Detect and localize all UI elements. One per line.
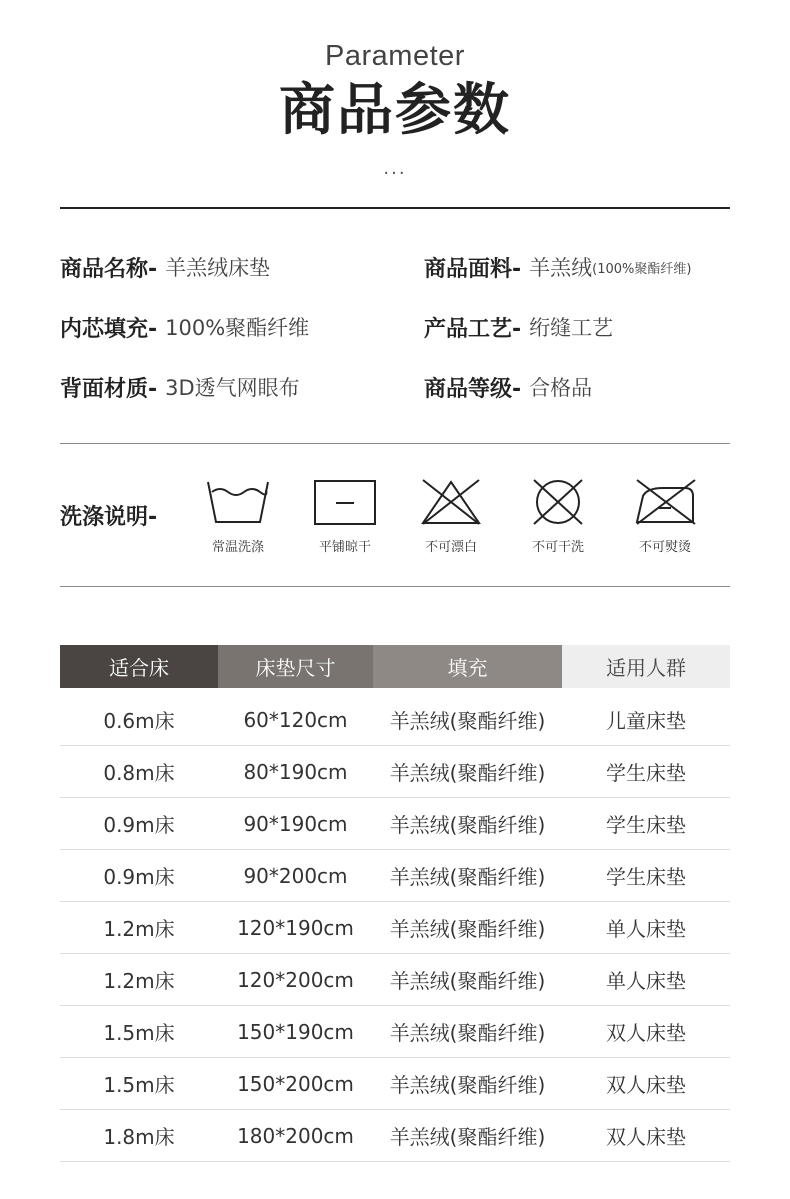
- param-fabric: [424, 252, 691, 282]
- wash-caption: 不可漂白: [424, 540, 477, 555]
- cell-audience: 儿童床垫: [606, 709, 686, 733]
- cell-bed: 1.2m床: [103, 917, 175, 941]
- cell-size: 90*200cm: [243, 863, 348, 888]
- cell-filling: 羊羔绒(聚酯纤维): [389, 709, 546, 733]
- table-row: [60, 798, 730, 850]
- cell-size: 180*200cm: [237, 1123, 354, 1148]
- page-title: 商品参数: [279, 78, 511, 143]
- page-title-english: Parameter: [325, 40, 465, 72]
- flat-dry-icon: [313, 478, 377, 526]
- cell-bed: 1.5m床: [103, 1021, 175, 1045]
- cell-audience: 学生床垫: [606, 813, 686, 837]
- table-row: [60, 1006, 730, 1058]
- size-table-header: [60, 645, 730, 688]
- no-bleach-icon: [419, 478, 483, 526]
- cell-bed: 0.9m床: [103, 813, 175, 837]
- param-value: 3D透气网眼布: [165, 376, 300, 400]
- section-divider: [60, 586, 730, 587]
- param-grade: [424, 372, 592, 402]
- cell-filling: 羊羔绒(聚酯纤维): [389, 1125, 546, 1149]
- cell-filling: 羊羔绒(聚酯纤维): [389, 1021, 546, 1045]
- param-product-name: [60, 252, 270, 282]
- cell-audience: 单人床垫: [606, 969, 686, 993]
- column-header-audience: 适用人群: [562, 645, 730, 688]
- param-label: 内芯填充-: [60, 316, 158, 342]
- cell-size: 120*200cm: [237, 967, 354, 992]
- cell-size: 150*190cm: [237, 1019, 354, 1044]
- param-value: 羊羔绒床垫: [165, 256, 271, 280]
- cell-size: 90*190cm: [243, 811, 348, 836]
- cell-filling: 羊羔绒(聚酯纤维): [389, 1073, 546, 1097]
- cell-bed: 0.9m床: [103, 865, 175, 889]
- param-value: 100%聚酯纤维: [165, 316, 310, 340]
- size-table-body: [60, 694, 730, 1162]
- param-label: 背面材质-: [60, 376, 158, 402]
- cell-audience: 双人床垫: [606, 1021, 686, 1045]
- cell-audience: 双人床垫: [606, 1073, 686, 1097]
- cell-size: 120*190cm: [237, 915, 354, 940]
- cell-audience: 学生床垫: [606, 761, 686, 785]
- param-label: 产品工艺-: [424, 316, 522, 342]
- wash-caption: 常温洗涤: [211, 540, 264, 555]
- warm-wash-icon: [206, 478, 270, 526]
- no-dry-clean-icon: [526, 478, 590, 526]
- title-ellipsis: ...: [383, 158, 407, 179]
- cell-size: 80*190cm: [243, 759, 348, 784]
- param-filling: [60, 312, 309, 342]
- table-row: [60, 746, 730, 798]
- table-row: [60, 954, 730, 1006]
- table-row: [60, 1058, 730, 1110]
- table-row: [60, 1110, 730, 1162]
- wash-caption: 不可熨烫: [638, 540, 691, 555]
- param-craft: [424, 312, 613, 342]
- cell-bed: 1.5m床: [103, 1073, 175, 1097]
- param-note: (100%聚酯纤维): [592, 261, 692, 277]
- param-label: 商品等级-: [424, 376, 522, 402]
- param-value: 羊羔绒: [529, 256, 593, 280]
- cell-size: 150*200cm: [237, 1071, 354, 1096]
- header-divider: [60, 207, 730, 209]
- param-back-material: [60, 372, 300, 402]
- cell-bed: 1.2m床: [103, 969, 175, 993]
- cell-filling: 羊羔绒(聚酯纤维): [389, 865, 546, 889]
- cell-bed: 0.6m床: [103, 709, 175, 733]
- no-iron-icon: [633, 478, 697, 526]
- cell-filling: 羊羔绒(聚酯纤维): [389, 761, 546, 785]
- cell-filling: 羊羔绒(聚酯纤维): [389, 917, 546, 941]
- column-header-filling: 填充: [373, 645, 562, 688]
- column-header-size: 床垫尺寸: [218, 645, 373, 688]
- cell-bed: 1.8m床: [103, 1125, 175, 1149]
- cell-filling: 羊羔绒(聚酯纤维): [389, 969, 546, 993]
- wash-caption: 平铺晾干: [318, 540, 371, 555]
- cell-filling: 羊羔绒(聚酯纤维): [389, 813, 546, 837]
- cell-audience: 双人床垫: [606, 1125, 686, 1149]
- cell-size: 60*120cm: [243, 707, 348, 732]
- cell-audience: 学生床垫: [606, 865, 686, 889]
- param-value: 绗缝工艺: [529, 316, 614, 340]
- param-label: 商品名称-: [60, 256, 158, 282]
- wash-caption: 不可干洗: [531, 540, 584, 555]
- param-label: 商品面料-: [424, 256, 522, 282]
- column-header-bed: 适合床: [60, 645, 218, 688]
- cell-audience: 单人床垫: [606, 917, 686, 941]
- table-row: [60, 902, 730, 954]
- table-row: [60, 694, 730, 746]
- table-row: [60, 850, 730, 902]
- param-value: 合格品: [529, 376, 593, 400]
- section-divider: [60, 443, 730, 444]
- cell-bed: 0.8m床: [103, 761, 175, 785]
- washing-label: 洗涤说明-: [60, 505, 158, 530]
